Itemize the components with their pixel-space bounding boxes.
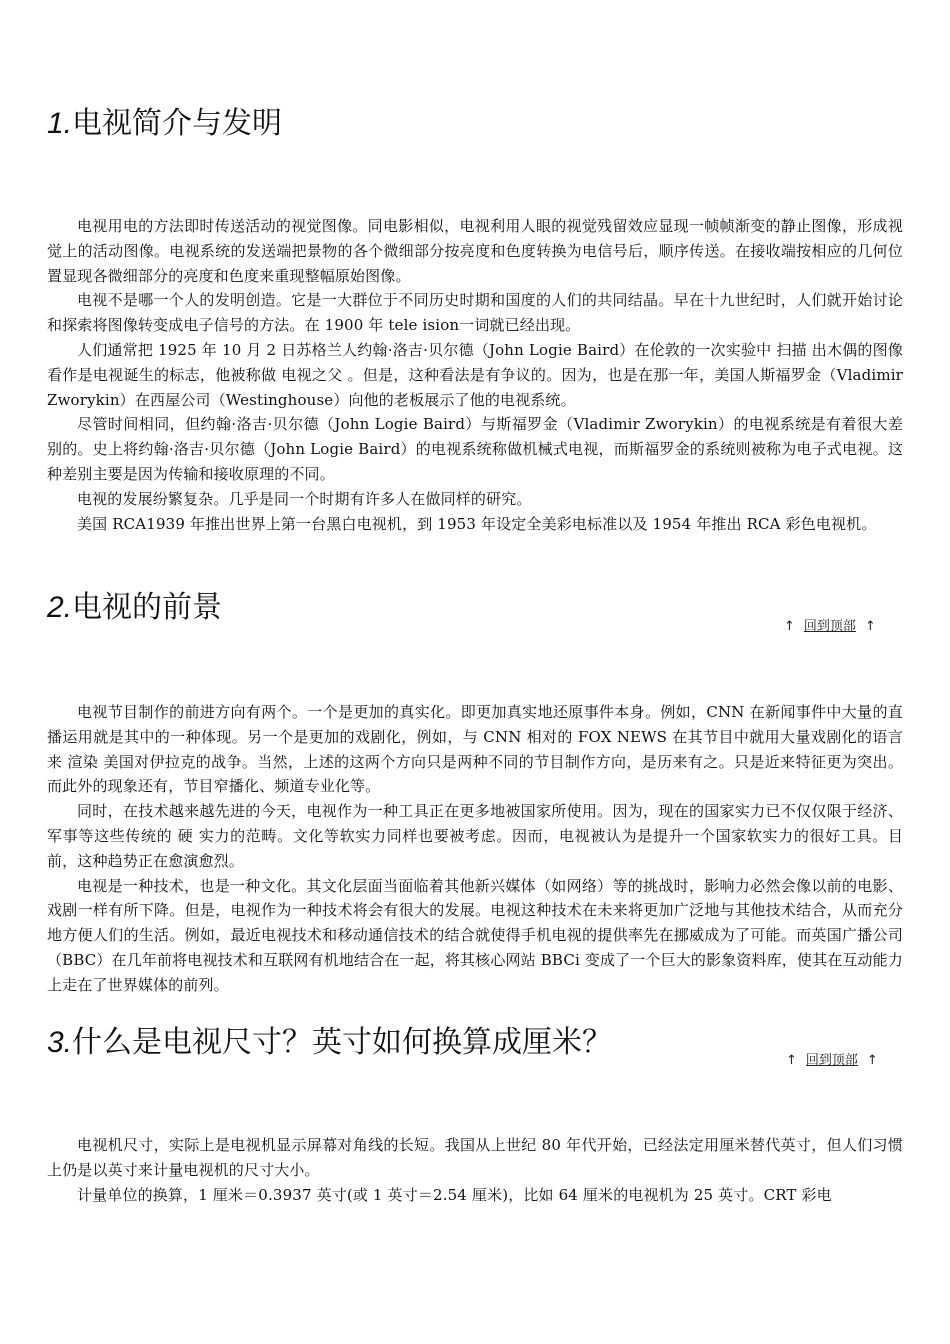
back-to-top-link-2[interactable] <box>786 1053 878 1069</box>
back-to-top-label[interactable]: 回到顶部 <box>803 619 856 634</box>
arrow-up-icon: ↑ <box>866 1053 878 1068</box>
section-3-heading <box>47 1025 612 1061</box>
section-3-number: 3. <box>47 1026 73 1059</box>
paragraph: 美国 RCA1939 年推出世界上第一台黑白电视机，到 1953 年设定全美彩电标准以及 1954 年推出 RCA 彩色电视机。 <box>77 514 877 533</box>
section-3-body <box>47 1133 903 1207</box>
paragraph: 同时，在技术越来越先进的今天，电视作为一种工具正在更多地被国家所使用。因为，现在的国家实力已不仅仅限于经济、军事等这些传统的 硬 实力的范畴。文化等软实力同样也要被考虑。因而，电视被认为是提升一个国家软实力的很好工具。目前，这种趋势正在愈演愈烈。 <box>47 802 903 870</box>
paragraph: 电视不是哪一个人的发明创造。它是一大群位于不同历史时期和国度的人们的共同结晶。早在十九世纪时，人们就开始讨论和探索将图像转变成电子信号的方法。在 1900 年 tele ision一词就已经出现。 <box>47 291 903 335</box>
paragraph: 电视节目制作的前进方向有两个。一个是更加的真实化。即更加真实地还原事件本身。例如，CNN 在新闻事件中大量的直播运用就是其中的一种体现。另一个是更加的戏剧化，例如，与 CNN 相对的 FOX NEWS 在其节目中就用大量戏剧化的语言来 渲染 美国对伊拉克的战争。当然，上述的这两个方向只是两种不同的节目制作方向，是历来有之。只是近来特征更为突出。而此外的现象还有，节目窄播化、频道专业化等。 <box>47 703 903 796</box>
section-3-title: 什么是电视尺寸？英寸如何换算成厘米？ <box>72 1025 613 1060</box>
section-1-body <box>47 214 903 536</box>
paragraph: 电视用电的方法即时传送活动的视觉图像。同电影相似，电视利用人眼的视觉残留效应显现一帧帧渐变的静止图像，形成视觉上的活动图像。电视系统的发送端把景物的各个微细部分按亮度和色度转换为电信号后，顺序传送。在接收端按相应的几何位置显现各微细部分的亮度和色度来重现整幅原始图像。 <box>47 217 903 285</box>
back-to-top-label[interactable]: 回到顶部 <box>805 1053 858 1068</box>
paragraph: 电视机尺寸，实际上是电视机显示屏幕对角线的长短。我国从上世纪 80 年代开始，已经法定用厘米替代英寸，但人们习惯上仍是以英寸来计量电视机的尺寸大小。 <box>47 1136 903 1179</box>
section-2-title: 电视的前景 <box>72 590 223 625</box>
paragraph: 电视是一种技术，也是一种文化。其文化层面当面临着其他新兴媒体（如网络）等的挑战时，影响力必然会像以前的电影、戏剧一样有所下降。但是，电视作为一种技术将会有很大的发展。电视这种技术在未来将更加广泛地与其他技术结合，从而充分地方便人们的生活。例如，最近电视技术和移动通信技术的结合就使得手机电视的提供率先在挪威成为了可能。而英国广播公司（BBC）在几年前将电视技术和互联网有机地结合在一起，将其核心网站 BBCi 变成了一个巨大的影象资料库，使其在互动能力上走在了世界媒体的前列。 <box>47 876 903 994</box>
paragraph: 人们通常把 1925 年 10 月 2 日苏格兰人约翰·洛吉·贝尔德（John Logie Baird）在伦敦的一次实验中 扫描 出木偶的图像看作是电视诞生的标志，他被称做 电视之父 。但是，这种看法是有争议的。因为，也是在那一年，美国人斯福罗金（Vladimir Zworykin）在西屋公司（Westinghouse）向他的老板展示了他的电视系统。 <box>47 340 903 409</box>
section-2-heading <box>47 590 222 626</box>
section-2-number: 2. <box>47 591 73 624</box>
paragraph: 计量单位的换算，1 厘米＝0.3937 英寸(或 1 英寸＝2.54 厘米)，比如 64 厘米的电视机为 25 英寸。CRT 彩电 <box>77 1185 832 1204</box>
section-1-heading <box>47 106 282 142</box>
section-1-title: 电视简介与发明 <box>72 106 283 141</box>
paragraph: 尽管时间相同，但约翰·洛吉·贝尔德（John Logie Baird）与斯福罗金（Vladimir Zworykin）的电视系统是有着很大差别的。史上将约翰·洛吉·贝尔德（John Logie Baird）的电视系统称做机械式电视，而斯福罗金的系统则被称为电子式电视。这种差别主要是因为传输和接收原理的不同。 <box>47 415 903 483</box>
arrow-up-icon: ↑ <box>864 619 876 634</box>
section-2-body <box>47 700 903 998</box>
paragraph: 电视的发展纷繁复杂。几乎是同一个时期有许多人在做同样的研究。 <box>77 489 532 508</box>
arrow-up-icon: ↑ <box>784 619 795 634</box>
back-to-top-link-1[interactable] <box>784 619 876 635</box>
section-1-number: 1. <box>47 107 73 140</box>
arrow-up-icon: ↑ <box>786 1053 797 1068</box>
